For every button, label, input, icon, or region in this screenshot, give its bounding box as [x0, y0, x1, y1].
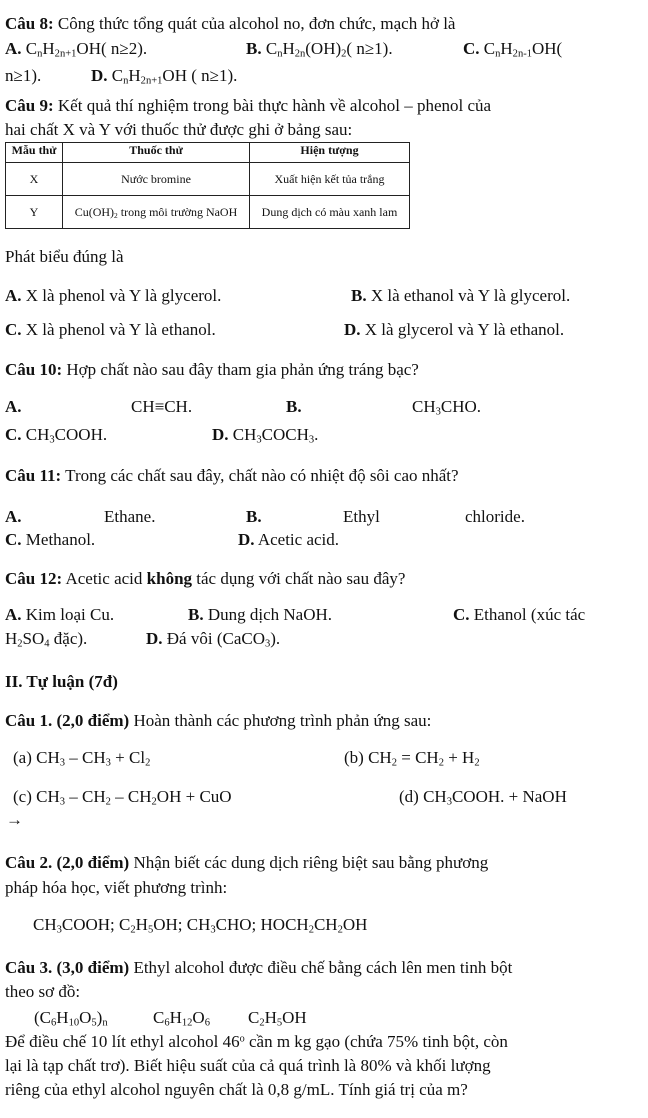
- q8-option-c: C. $C_nH_{2n-1}OH$(: [463, 39, 563, 60]
- q10-option-a-label: A.: [5, 397, 22, 416]
- q8-option-b: B. $C_nH_{2n}(OH)_2$( n≥1).: [246, 39, 393, 60]
- q11-option-b-part1: Ethyl: [343, 507, 380, 526]
- q11-option-a-label: A.: [5, 507, 22, 526]
- reaction-arrow: →: [6, 810, 23, 829]
- q10-option-c: C. $CH_3COOH$.: [5, 425, 108, 446]
- q9-stem-line1: Câu 9: Kết quả thí nghiệm trong bài thực hành về alcohol – phenol của: [5, 96, 492, 115]
- q8-option-c-cont: n≥1).: [5, 66, 42, 85]
- q9-title: Câu 9:: [5, 96, 54, 115]
- table-cell: Nước bromine: [63, 163, 250, 196]
- table-cell: Dung dịch có màu xanh lam: [250, 196, 410, 229]
- p2-c3-line3: Để điều chế 10 lít ethyl alcohol 46$^o$ cần m kg gạo (chứa 75% tinh bột, còn: [5, 1032, 508, 1051]
- p2-c1-stem-line: Câu 1. (2,0 điểm) Hoàn thành các phương trình phản ứng sau:: [5, 711, 432, 730]
- p2-c3-glucose: $C_6H_{12}O_6$: [153, 1008, 210, 1029]
- q11-option-d: D. Acetic acid.: [238, 530, 340, 549]
- table-row: [6, 196, 410, 229]
- q9-table: [5, 142, 410, 229]
- q12-option-d: D. Đá vôi (CaCO$_3$).: [146, 629, 281, 650]
- table-header-cell: Hiện tượng: [250, 143, 410, 163]
- table-header-cell: Mẫu thử: [6, 143, 63, 163]
- q11-option-b-label: B.: [246, 507, 262, 526]
- equation-c: (c) $CH_3 - CH_2 - CH_2OH$ + CuO: [13, 787, 232, 808]
- q11-title: Câu 11:: [5, 466, 62, 485]
- q12-title: Câu 12:: [5, 569, 63, 588]
- table-header-row: [6, 143, 410, 163]
- q12-option-b: B. Dung dịch NaOH.: [188, 605, 333, 624]
- q8-stem-line: [5, 14, 455, 34]
- p2-c3-scheme: $(C_6H_{10}O_5)_n$: [34, 1008, 108, 1029]
- p2-c2-compounds: $CH_3COOH$; $C_2H_5OH$; $CH_3CHO$; $HOCH_2CH_2OH$: [33, 915, 368, 936]
- p2-c3-line4: lại là tạp chất trơ). Biết hiệu suất của cả quá trình là 80% và khối lượng: [5, 1056, 491, 1075]
- q8-title: Câu 8:: [5, 14, 54, 33]
- p2-c3-line5: riêng của ethyl alcohol nguyên chất là 0,8 g/mL. Tính giá trị của m?: [5, 1080, 468, 1099]
- q12-stem-line: Câu 12: Acetic acid không tác dụng với chất nào sau đây?: [5, 569, 406, 588]
- q9-option-a: A. X là phenol và Y là glycerol.: [5, 286, 222, 305]
- q11-option-c: C. Methanol.: [5, 530, 96, 549]
- q8-stem: Công thức tổng quát của alcohol no, đơn chức, mạch hở là: [57, 14, 456, 33]
- q8-option-d: D. $C_nH_{2n+1}OH$ ( n≥1).: [91, 66, 238, 87]
- table-header-cell: Thuốc thử: [63, 143, 250, 163]
- p2-c2-stem-line1: Câu 2. (2,0 điểm) Nhận biết các dung dịch riêng biệt sau bằng phương: [5, 853, 489, 872]
- q9-option-c: C. X là phenol và Y là ethanol.: [5, 320, 216, 339]
- q9-option-d: D. X là glycerol và Y là ethanol.: [344, 320, 565, 339]
- q12-option-c-cont: $H_2SO_4$ đặc).: [5, 629, 88, 650]
- table-cell: X: [6, 163, 63, 196]
- table-cell: Y: [6, 196, 63, 229]
- equation-d: (d) $CH_3COOH$. + NaOH: [399, 787, 567, 808]
- q10-title: Câu 10:: [5, 360, 63, 379]
- q11-stem-line: Câu 11: Trong các chất sau đây, chất nào có nhiệt độ sôi cao nhất?: [5, 466, 459, 485]
- q9-prompt: Phát biểu đúng là: [5, 247, 124, 266]
- q12-option-a: A. Kim loại Cu.: [5, 605, 115, 624]
- q10-option-b-label: B.: [286, 397, 302, 416]
- table-cell: $Cu(OH)_2$ trong môi trường NaOH: [63, 196, 250, 229]
- q10-option-a: CH≡CH.: [131, 397, 193, 416]
- q10-option-b: $CH_3CHO$.: [412, 397, 482, 418]
- q9-stem-line2: hai chất X và Y với thuốc thử được ghi ở bảng sau:: [5, 120, 353, 139]
- p2-c3-ethanol: $C_2H_5OH$: [248, 1008, 307, 1029]
- table-cell: Xuất hiện kết tủa trắng: [250, 163, 410, 196]
- q10-option-d: D. $CH_3COCH_3$.: [212, 425, 319, 446]
- equation-a: (a) $CH_3 - CH_3 + Cl_2$: [13, 748, 151, 769]
- p2-c3-stem-line1: Câu 3. (3,0 điểm) Ethyl alcohol được điều chế bằng cách lên men tinh bột: [5, 958, 513, 977]
- p2-c1-title: Câu 1. (2,0 điểm): [5, 711, 130, 730]
- p2-c3-title: Câu 3. (3,0 điểm): [5, 958, 130, 977]
- q12-option-c: C. Ethanol (xúc tác: [453, 605, 586, 624]
- equation-b: (b) $CH_2 = CH_2 + H_2$: [344, 748, 480, 769]
- q10-stem-line: Câu 10: Hợp chất nào sau đây tham gia phản ứng tráng bạc?: [5, 360, 419, 379]
- q11-option-b-part2: chloride.: [465, 507, 525, 526]
- p2-c2-title: Câu 2. (2,0 điểm): [5, 853, 130, 872]
- q11-option-a: Ethane.: [104, 507, 156, 526]
- p2-c2-stem-line2: pháp hóa học, viết phương trình:: [5, 878, 228, 897]
- part2-heading: II. Tự luận (7đ): [5, 672, 118, 691]
- q9-option-b: B. X là ethanol và Y là glycerol.: [351, 286, 571, 305]
- p2-c3-stem-line2: theo sơ đồ:: [5, 982, 81, 1001]
- q8-option-a: A. $C_nH_{2n+1}OH$( n≥2).: [5, 39, 148, 60]
- table-row: [6, 163, 410, 196]
